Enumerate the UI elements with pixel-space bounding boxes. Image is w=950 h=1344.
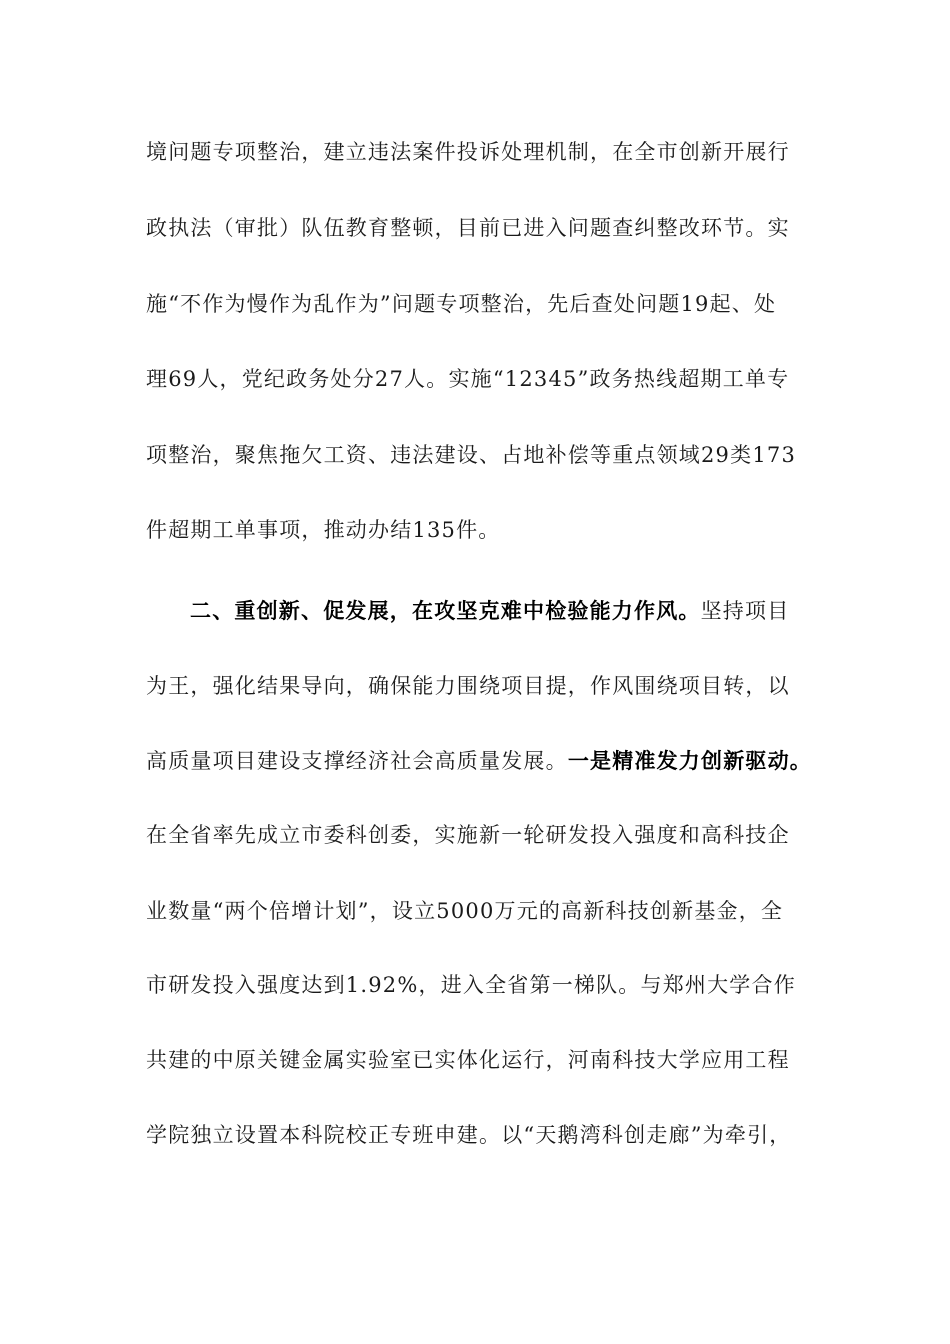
line-text: 境问题专项整治，建立违法案件投诉处理机制，在全市创新开展行	[146, 140, 790, 164]
line-text: 施“不作为慢作为乱作为”问题专项整治，先后查处问题19起、处	[146, 292, 777, 316]
line-text: 件超期工单事项，推动办结135件。	[146, 518, 501, 542]
paragraph-line	[146, 896, 816, 926]
paragraph-line	[146, 440, 816, 470]
paragraph-line	[146, 970, 816, 1000]
line-text: 学院独立设置本科院校正专班申建。以“天鹅湾科创走廊”为牵引，	[146, 1123, 792, 1147]
line-text: 高质量项目建设支撑经济社会高质量发展。	[146, 749, 568, 773]
paragraph-line	[146, 515, 816, 545]
paragraph-line	[146, 364, 816, 394]
line-text: 在全省率先成立市委科创委，实施新一轮研发投入强度和高科技企	[146, 823, 790, 847]
paragraph-line	[146, 1120, 816, 1150]
section-heading: 二、重创新、促发展，在攻坚克难中检验能力作风。	[190, 599, 701, 623]
section-heading-line	[190, 596, 860, 626]
subheading-inline: 一是精准发力创新驱动。	[567, 749, 813, 773]
line-text: 坚持项目	[700, 599, 790, 623]
line-text: 业数量“两个倍增计划”，设立5000万元的高新科技创新基金，全	[146, 899, 784, 923]
line-text: 市研发投入强度达到1.92%，进入全省第一梯队。与郑州大学合作	[146, 973, 796, 997]
paragraph-line	[146, 746, 816, 776]
line-text: 项整治，聚焦拖欠工资、违法建设、占地补偿等重点领域29类173	[146, 443, 797, 467]
paragraph-line	[146, 289, 816, 319]
paragraph-line	[146, 671, 816, 701]
paragraph-line	[146, 820, 816, 850]
paragraph-line	[146, 137, 816, 167]
line-text: 共建的中原关键金属实验室已实体化运行，河南科技大学应用工程	[146, 1048, 790, 1072]
line-text: 为王，强化结果导向，确保能力围绕项目提，作风围绕项目转，以	[146, 674, 790, 698]
line-text: 理69人，党纪政务处分27人。实施“12345”政务热线超期工单专	[146, 367, 790, 391]
line-text: 政执法（审批）队伍教育整顿，目前已进入问题查纠整改环节。实	[146, 216, 790, 240]
paragraph-line	[146, 213, 816, 243]
paragraph-line	[146, 1045, 816, 1075]
